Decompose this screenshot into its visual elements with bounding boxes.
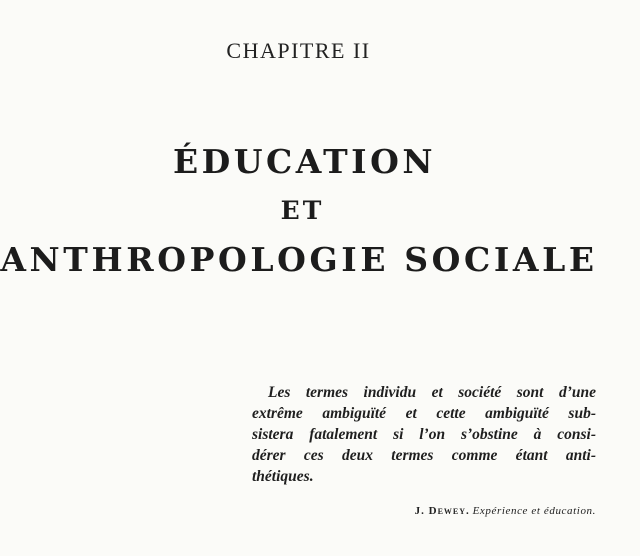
epigraph-line: Les termes individu et société sont d’une [268, 384, 596, 401]
epigraph-line: dérer ces deux termes comme étant anti- [252, 447, 596, 464]
epigraph-line: extrême ambiguïté et cette ambiguïté sub- [252, 405, 596, 422]
chapter-title-line-2: ET [280, 196, 325, 225]
attribution-work: Expérience et éducation. [472, 505, 596, 517]
epigraph-attribution [300, 505, 596, 517]
attribution-author: J. Dewey. [414, 505, 470, 517]
epigraph-quote [252, 382, 596, 487]
chapter-title-line-3: ANTHROPOLOGIE SOCIALE [0, 240, 598, 279]
epigraph-line: thétiques. [252, 468, 314, 485]
epigraph-line: sistera fatalement si l’on s’obstine à consi- [252, 426, 596, 443]
chapter-title-line-1: ÉDUCATION [172, 142, 436, 181]
chapter-label: CHAPITRE II [226, 38, 371, 63]
